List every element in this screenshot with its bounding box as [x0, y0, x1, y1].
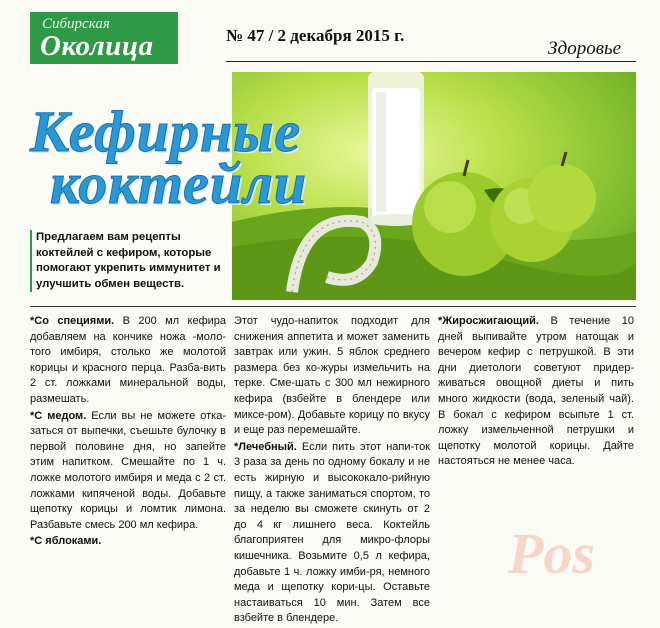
publication-logo — [28, 10, 180, 66]
recipe-paragraph — [30, 314, 226, 408]
watermark: Pos — [508, 521, 595, 586]
article-lead: Предлагаем вам рецепты коктейлей с кефиром, которые помогают укрепить иммунитет и улучшить обмен веществ. — [36, 231, 221, 290]
recipe-heading: *Жиросжигающий. — [438, 315, 539, 327]
logo-bottom-text: Околица — [40, 30, 154, 62]
recipe-text: Если вы не можете отка-заться от выпечки, съешьте булочку в первой половине дня, но запейте этим напитком. Смешайте по 1 ч. ложке молотого имбиря и меда с 2 ст. ложками кипяченой воды. Добавьте щепотку корицы и ломтик лимона. Разбавьте смесь 200 мл кефира. — [30, 409, 226, 531]
recipe-heading: *С яблоками. — [30, 535, 102, 548]
recipe-text: В 200 мл кефира добавляем на кончике ножа -моло-того имбиря, столько же молотой корицы и красного перца. Разба-вить 2 ст. ложками минеральной воды, размешать. — [30, 315, 226, 405]
text-column-1 — [30, 314, 226, 551]
recipe-text: Если пить этот напи-ток 3 раза за день по одному бокалу и не есть жирную и высококало-рийную пищу, а также заниматься спортом, то за неделю вы сможете скинуть от 2 до 4 кг лишнего веса. Коктейль благоприятен для микро-флоры кишечника. Возьмите 0,5 л кефира, добавьте 1 ч. ложку имби-ря, немного меда и щепотку кори-цы. Оставьте настаиваться 10 мин. Затем все взбейте в блендере. — [234, 440, 430, 625]
article-title-line-1: Кефирные — [30, 99, 302, 164]
recipe-paragraph — [234, 314, 430, 439]
recipe-text: Этот чудо-напиток подходит для снижения аппетита и может заменить завтрак или ужин. 5 яблок среднего размера без ко-журы измельчить на терке. Сме-шать с 300 мл нежирного кефира (взбейте в блендере или миксе-ром). Добавьте корицу по вкусу и еще раз перемешайте. — [234, 315, 430, 437]
section-name: Здоровье — [548, 38, 622, 59]
recipe-heading: *С медом. — [30, 409, 87, 422]
content-rule — [30, 306, 636, 307]
recipe-text: В течение 10 дней выпивайте утром натощак и вечером кефир с петрушкой. В эти дни диетологи советуют придер-живаться овощной диеты и пить много жидкости (вода, зеленый чай). В бокал с кефиром всыпьте 1 ст. ложку измельченной петрушки и щепотку молотой корицы. Дайте настояться не менее часа. — [438, 315, 634, 468]
green-apple-icon — [528, 152, 596, 232]
lead-accent-bar — [30, 230, 32, 292]
logo-top-text: Сибирская — [42, 16, 110, 32]
issue-info: № 47 / 2 декабря 2015 г. — [226, 26, 405, 45]
recipe-paragraph — [234, 440, 430, 627]
recipe-heading: *Со специями. — [30, 315, 115, 327]
recipe-paragraph — [30, 534, 226, 550]
recipe-paragraph — [438, 314, 634, 470]
text-column-2 — [234, 314, 430, 628]
text-column-3 — [438, 314, 634, 471]
header-rule — [226, 61, 636, 62]
recipe-paragraph — [30, 409, 226, 534]
recipe-heading: *Лечебный. — [234, 440, 297, 453]
article-title-line-2: коктейли — [50, 151, 308, 216]
